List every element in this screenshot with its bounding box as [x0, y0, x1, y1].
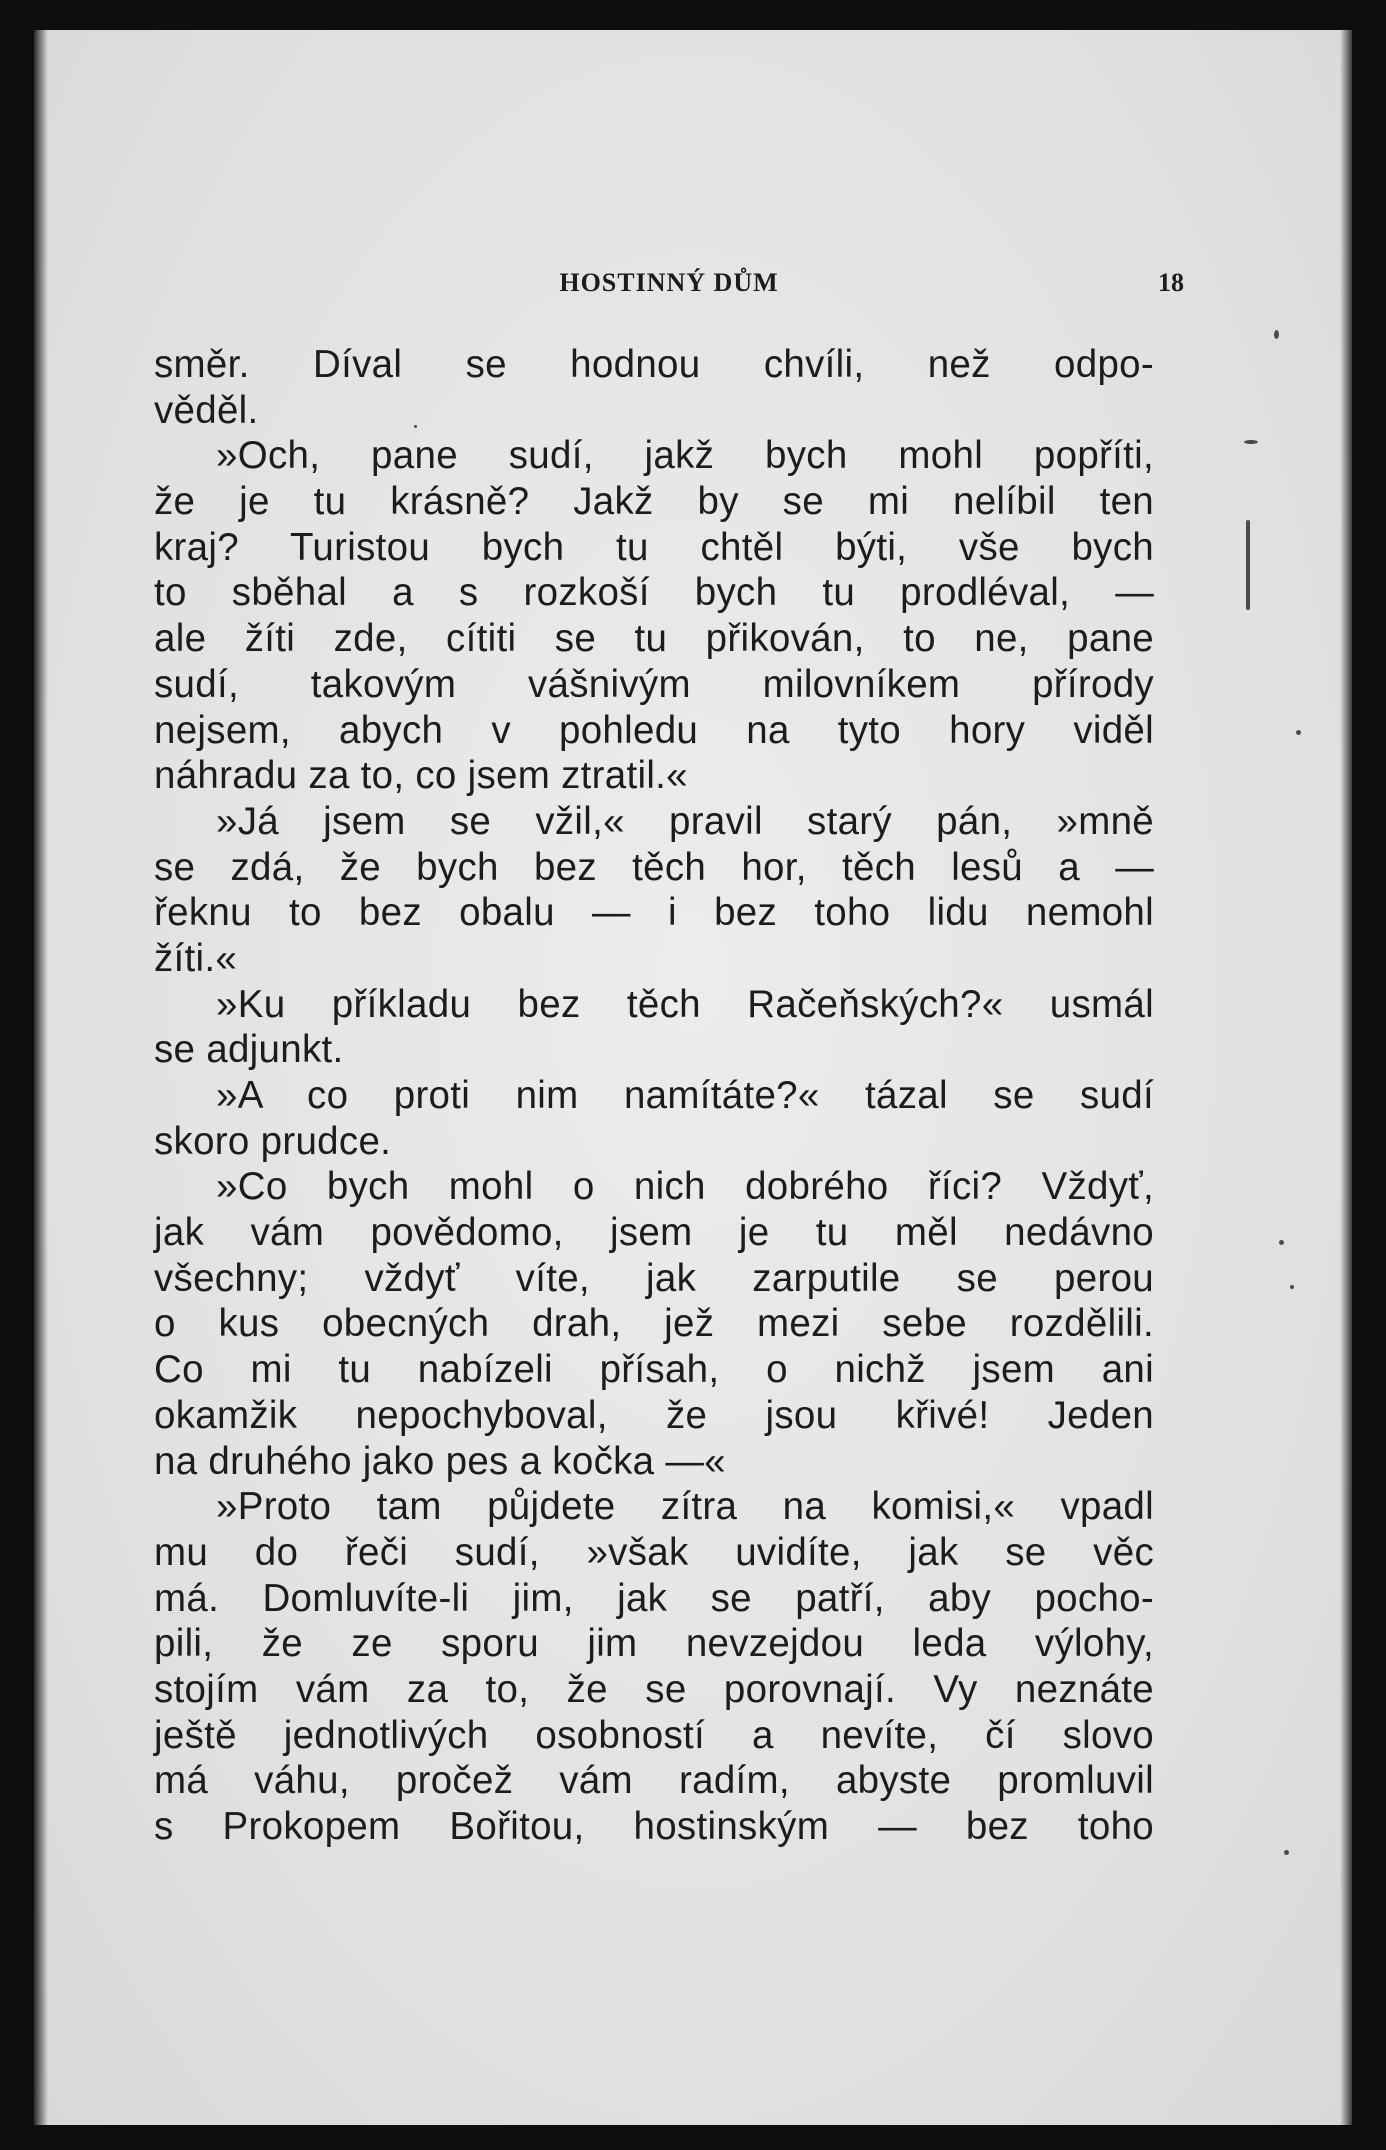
- text-line: pili, že ze sporu jim nevzejdou leda výlohy,: [154, 1622, 1154, 1666]
- text-line: náhradu za to, co jsem ztratil.«: [154, 754, 688, 798]
- text-line: mu do řeči sudí, »však uvidíte, jak se věc: [154, 1530, 1154, 1574]
- text-line: okamžik nepochyboval, že jsou křivé! Jeden: [154, 1393, 1154, 1437]
- scan-speck: [1279, 1240, 1284, 1245]
- text-line: se adjunkt.: [154, 1028, 344, 1072]
- text-line: věděl.: [154, 388, 259, 432]
- binding-shadow-left: [34, 30, 48, 2125]
- text-line: na druhého jako pes a kočka —«: [154, 1439, 726, 1483]
- scan-speck: [1244, 440, 1258, 444]
- page-header: [154, 262, 1184, 302]
- text-line: ještě jednotlivých osobností a nevíte, čí slovo: [154, 1713, 1154, 1757]
- text-line: kraj? Turistou bych tu chtěl býti, vše bych: [154, 525, 1154, 569]
- text-line: »Já jsem se vžil,« pravil starý pán, »mně: [216, 799, 1154, 843]
- scan-speck: [1284, 1850, 1289, 1855]
- text-line: »Co bych mohl o nich dobrého říci? Vždyť,: [216, 1165, 1154, 1209]
- edge-shadow-right: [1340, 30, 1352, 2125]
- text-line: jak vám povědomo, jsem je tu měl nedávno: [154, 1211, 1154, 1255]
- text-line: že je tu krásně? Jakž by se mi nelíbil ten: [154, 480, 1154, 524]
- text-line: ale žíti zde, cítiti se tu přikován, to ne, pane: [154, 617, 1154, 661]
- text-line: nejsem, abych v pohledu na tyto hory viděl: [154, 708, 1154, 752]
- body-text: [154, 342, 1154, 1850]
- scan-speck: [1274, 330, 1279, 339]
- text-line: »Ku příkladu bez těch Račeňských?« usmál: [216, 982, 1154, 1026]
- text-line: stojím vám za to, že se porovnají. Vy neznáte: [154, 1667, 1154, 1711]
- page-number: 18: [1158, 268, 1184, 297]
- text-line: o kus obecných drah, jež mezi sebe rozdělili.: [154, 1302, 1154, 1346]
- running-head: HOSTINNÝ DŮM: [559, 268, 779, 297]
- text-line: všechny; vždyť víte, jak zarputile se perou: [154, 1256, 1154, 1300]
- text-line: má. Domluvíte-li jim, jak se patří, aby pocho-: [154, 1576, 1154, 1620]
- text-line: to sběhal a s rozkoší bych tu prodléval, —: [154, 571, 1154, 615]
- text-line: sudí, takovým vášnivým milovníkem přírody: [154, 662, 1154, 706]
- text-line: se zdá, že bych bez těch hor, těch lesů a —: [154, 845, 1154, 889]
- scan-speck: [414, 425, 417, 428]
- text-line: »Proto tam půjdete zítra na komisi,« vpadl: [216, 1485, 1154, 1529]
- text-line: »A co proti nim namítáte?« tázal se sudí: [216, 1074, 1154, 1117]
- text-line: s Prokopem Bořitou, hostinským — bez toho: [154, 1805, 1154, 1848]
- text-line: »Och, pane sudí, jakž bych mohl popříti,: [216, 434, 1154, 478]
- text-line: skoro prudce.: [154, 1119, 392, 1163]
- text-line: žíti.«: [154, 936, 238, 980]
- text-line: má váhu, pročež vám radím, abyste promluvil: [154, 1759, 1154, 1803]
- scan-speck: [1290, 1285, 1294, 1289]
- text-line: řeknu to bez obalu — i bez toho lidu nemohl: [154, 891, 1154, 935]
- text-line: směr. Díval se hodnou chvíli, než odpo-: [154, 343, 1154, 386]
- text-line: Co mi tu nabízeli přísah, o nichž jsem ani: [154, 1348, 1154, 1392]
- scan-speck: [1246, 520, 1250, 610]
- paper-sheet: [34, 30, 1352, 2125]
- scan-speck: [1296, 730, 1301, 735]
